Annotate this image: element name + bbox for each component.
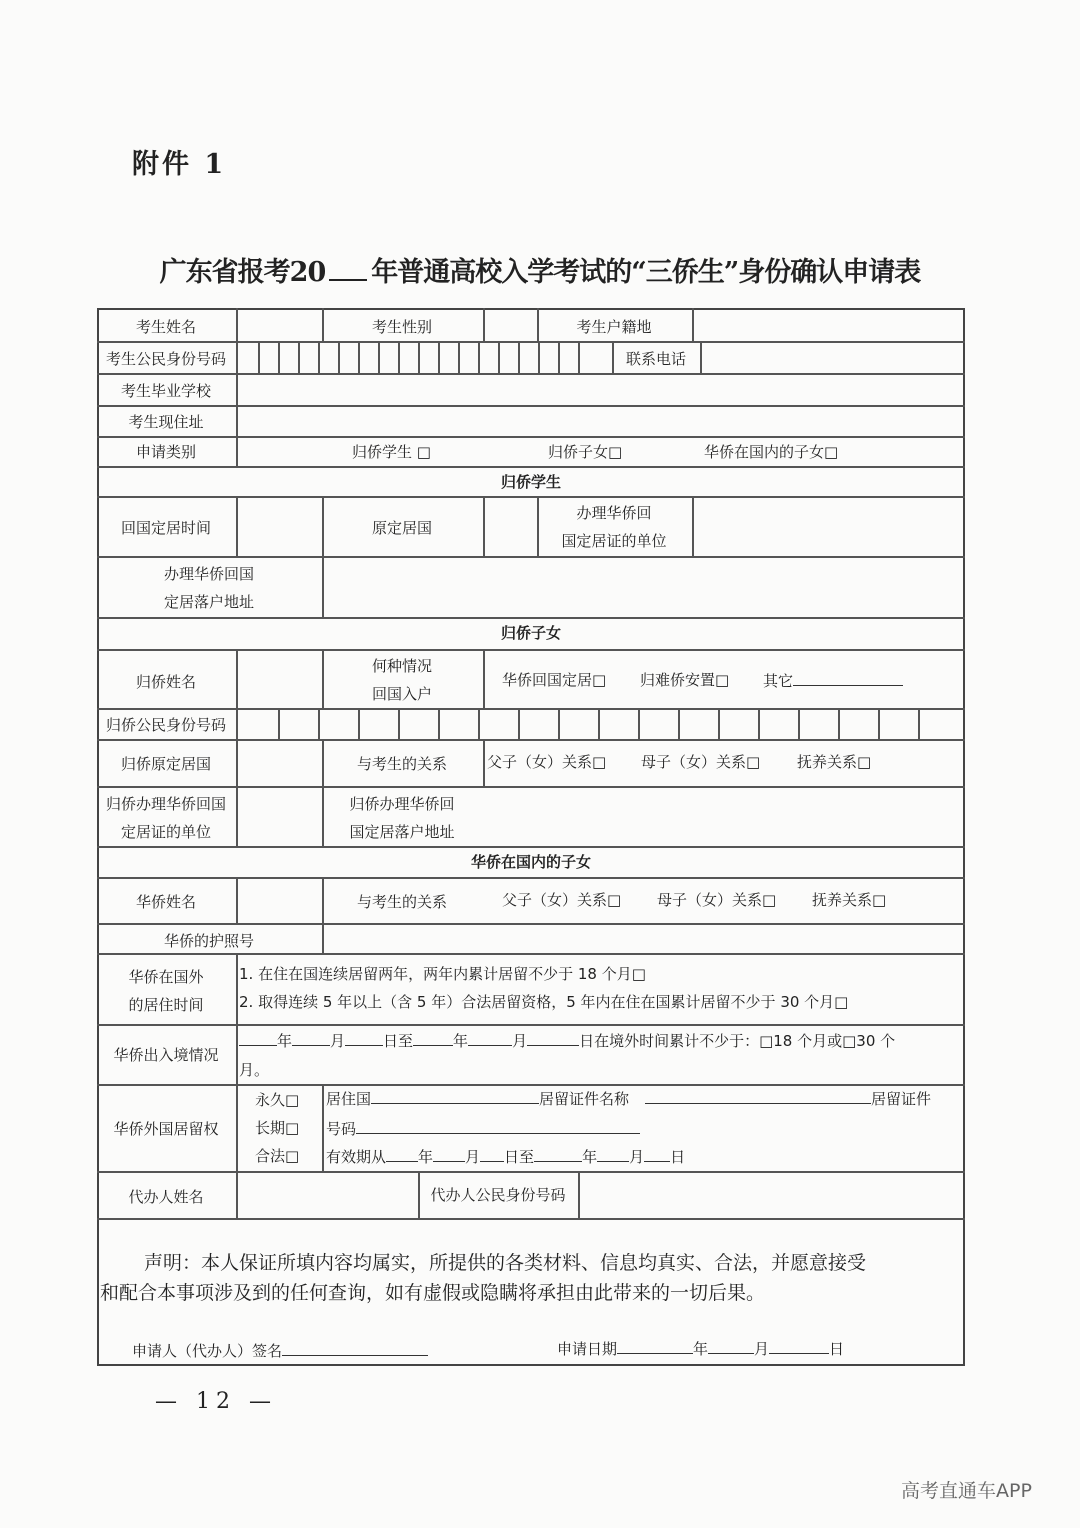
table-rule [537,308,539,341]
table-rule [236,1171,238,1218]
relation-label: 与考生的关系 [356,755,448,773]
returnee-cert-unit-line1: 归侨办理华侨回国 [105,795,227,813]
table-rule [97,1084,965,1086]
entry-exit-label: 华侨出入境情况 [113,1046,219,1064]
candidate-household-label: 考生户籍地 [576,318,652,336]
return-time-label: 回国定居时间 [120,519,212,537]
original-country-label: 原定居国 [371,519,433,537]
table-rule [418,1171,420,1218]
table-rule [498,341,500,373]
table-rule [97,708,965,710]
passport-number-label: 华侨的护照号 [163,932,255,950]
returnee-cert-unit-line2: 定居证的单位 [120,823,212,841]
table-rule [378,341,380,373]
table-rule [236,649,238,846]
returnee-settle-address-line2: 国定居落户地址 [349,823,455,841]
table-rule [598,708,600,739]
table-rule [97,739,965,741]
table-rule [483,308,485,341]
table-rule [97,1171,965,1173]
table-rule [578,341,580,373]
relation-option-mother[interactable]: 母子（女）关系□ [641,753,761,771]
table-rule [558,708,560,739]
table-rule [838,708,840,739]
table-rule [438,708,440,739]
table-rule [718,708,720,739]
table-rule [97,496,965,498]
table-rule [97,436,965,438]
table-rule [97,617,965,619]
table-rule [518,708,520,739]
section-overseas-child: 华侨在国内的子女 [470,853,592,871]
table-rule [97,649,965,651]
residence-rule-2[interactable]: 2. 取得连续 5 年以上（含 5 年）合法居留资格，5 年内在住在国累计居留不少于 30 个月□ [239,993,849,1011]
table-rule [318,341,320,373]
residency-rights-label: 华侨外国居留权 [113,1120,219,1138]
table-rule [798,708,800,739]
table-rule [97,466,965,468]
contact-phone-label: 联系电话 [625,350,687,368]
candidate-name-label: 考生姓名 [135,318,197,336]
overseas-relation-label: 与考生的关系 [356,893,448,911]
table-rule [322,308,324,341]
entry-reason-option-settle[interactable]: 华侨回国定居□ [502,671,607,689]
table-rule [692,496,694,556]
entry-reason-option-refugee[interactable]: 归难侨安置□ [640,671,730,689]
page-number: — 12 — [155,1389,277,1414]
table-rule [538,341,540,373]
table-rule [97,341,965,343]
returnee-id-label: 归侨公民身份号码 [105,716,227,734]
table-rule [418,341,420,373]
table-rule [537,496,539,556]
declaration-line-1: 声明：本人保证所填内容均属实，所提供的各类材料、信息均真实、合法，并愿意接受 [144,1252,867,1274]
table-rule [322,649,324,708]
table-rule [278,708,280,739]
settle-address-label-line2: 定居落户地址 [163,593,255,611]
table-rule [638,708,640,739]
table-rule [322,739,324,846]
table-rule [236,953,238,1171]
table-rule [478,708,480,739]
table-rule [322,496,324,617]
validity-period-line: 有效期从 年 月 日至 年 月 日 [326,1148,686,1166]
entry-exit-line: 年 月 日至 年 月 日在境外时间累计不少于：□18 个月或□30 个 [239,1031,895,1050]
cert-unit-label-line2: 国定居证的单位 [561,532,667,550]
table-rule [398,708,400,739]
settle-address-label-line1: 办理华侨回国 [163,565,255,583]
table-rule [878,708,880,739]
category-option-overseas-child[interactable]: 华侨在国内的子女□ [704,443,839,461]
table-rule [97,953,965,955]
overseas-relation-option-father[interactable]: 父子（女）关系□ [502,891,622,909]
table-rule [692,308,694,341]
declaration-line-2: 和配合本事项涉及到的任何查询，如有虚假或隐瞒将承担由此带来的一切后果。 [100,1282,766,1304]
category-option-returned-student[interactable]: 归侨学生 □ [352,443,431,461]
relation-option-foster[interactable]: 抚养关系□ [797,753,872,771]
table-rule [236,496,238,556]
table-rule [318,708,320,739]
section-returned-student: 归侨学生 [500,473,562,491]
table-rule [97,1218,965,1220]
agent-id-label: 代办人公民身份号码 [430,1186,566,1204]
returnee-name-label: 归侨姓名 [135,673,197,691]
overseas-relation-option-mother[interactable]: 母子（女）关系□ [657,891,777,909]
table-rule [338,341,340,373]
application-category-label: 申请类别 [135,443,197,461]
signature-line: 申请人（代办人）签名 [132,1341,428,1360]
table-rule [97,1024,965,1026]
overseas-name-label: 华侨姓名 [135,893,197,911]
table-rule [483,649,485,708]
candidate-id-label: 考生公民身份号码 [105,350,227,368]
table-rule [518,341,520,373]
residency-type-long-term[interactable]: 长期□ [255,1119,300,1137]
residence-rule-1[interactable]: 1. 在住在国连续居留两年，两年内累计居留不少于 18 个月□ [239,965,646,983]
entry-reason-option-other: 其它 [763,671,903,690]
table-rule [278,341,280,373]
entry-exit-line-tail: 月。 [239,1061,270,1079]
title-part-1: 广东省报考20 [159,257,326,288]
table-rule [678,708,680,739]
table-rule [478,341,480,373]
table-rule [483,496,485,556]
residency-type-legal[interactable]: 合法□ [255,1147,300,1165]
returnee-settle-address-line1: 归侨办理华侨回 [349,795,455,813]
table-rule [236,877,238,923]
table-rule [398,341,400,373]
application-date-line: 申请日期 年 月 日 [557,1340,845,1358]
table-rule [483,739,485,786]
watermark: 高考直通车APP [901,1480,1032,1502]
table-rule [358,708,360,739]
entry-reason-label-line2: 回国入户 [371,685,433,703]
residency-country-line: 居住国 居留证件名称 居留证件 [326,1090,932,1108]
residency-type-permanent[interactable]: 永久□ [255,1091,300,1109]
table-rule [97,786,965,788]
residence-time-label-line1: 华侨在国外 [128,968,204,986]
table-rule [258,341,260,373]
table-rule [97,373,965,375]
table-rule [236,308,238,466]
form-title [0,250,1080,289]
agent-name-label: 代办人姓名 [128,1188,204,1206]
cert-unit-label-line1: 办理华侨回 [576,504,652,522]
candidate-gender-label: 考生性别 [371,318,433,336]
table-rule [918,708,920,739]
table-rule [97,877,965,879]
table-rule [97,846,965,848]
table-rule [438,341,440,373]
table-rule [558,341,560,373]
permit-number-line: 号码 [326,1119,640,1138]
table-rule [322,877,324,953]
table-rule [612,341,614,373]
table-rule [322,1084,324,1171]
returnee-original-country-label: 归侨原定居国 [120,755,212,773]
attachment-label: 附件 1 [132,149,227,180]
table-rule [97,556,965,558]
overseas-relation-option-foster[interactable]: 抚养关系□ [812,891,887,909]
graduate-school-label: 考生毕业学校 [120,382,212,400]
relation-option-father[interactable]: 父子（女）关系□ [487,753,607,771]
category-option-returned-child[interactable]: 归侨子女□ [548,443,623,461]
table-rule [578,1171,580,1218]
current-address-label: 考生现住址 [128,413,204,431]
residence-time-label-line2: 的居住时间 [128,996,204,1014]
section-returned-child: 归侨子女 [500,624,562,642]
table-rule [758,708,760,739]
table-rule [97,405,965,407]
entry-reason-label-line1: 何种情况 [371,657,433,675]
title-part-2: 年普通高校入学考试的“三侨生”身份确认申请表 [371,257,921,288]
table-rule [700,341,702,373]
table-rule [298,341,300,373]
table-rule [458,341,460,373]
year-blank [329,257,367,281]
table-rule [358,341,360,373]
table-rule [97,923,965,925]
